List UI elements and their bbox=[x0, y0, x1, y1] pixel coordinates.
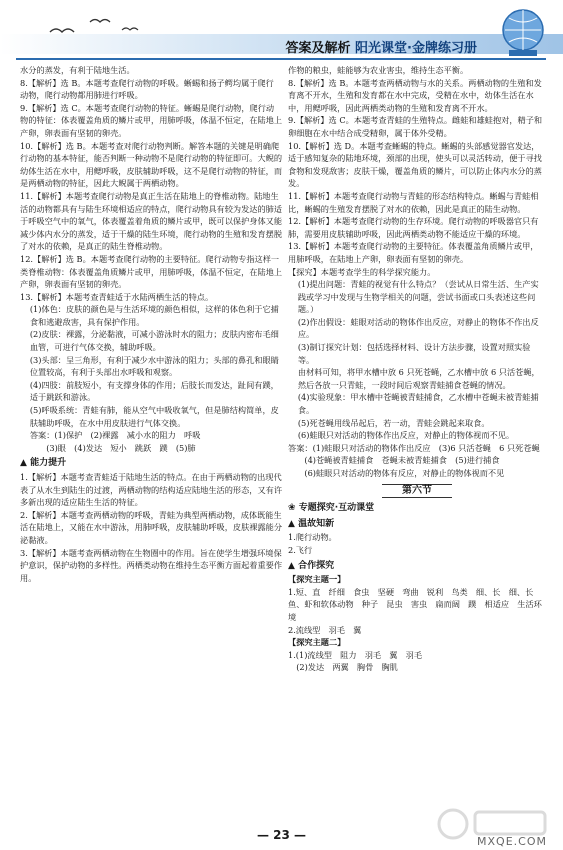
left-para-9: (3)头部：呈三角形，有利于减少水中游泳的阻力；头部的鼻孔和眼睛位置较高，有利于头部出水呼吸和观察。 bbox=[29, 354, 279, 378]
right-para-1: 8.【解析】选 B。本题考查两栖动物与水的关系。两栖动物的生殖和发育离不开水，生殖和发育都在水中完成，受精在水中，幼体生活在水中，用鳃呼吸，因此两栖类动物的生殖和发育离不开水。 bbox=[288, 77, 542, 113]
right-para-8: (1)提出问题：青蛙的视觉有什么特点？（尝试从日常生活、生产实践或学习中发现与生物学相关的问题，尝试书面或口头表述这些问题。） bbox=[297, 279, 539, 315]
left-answer-1: 答案：(1)保护 (2)裸露 减小水的阻力 呼吸 bbox=[29, 430, 201, 441]
left-para-0: 水分的蒸发，有利于陆地生活。 bbox=[20, 65, 135, 75]
header-title bbox=[286, 37, 478, 56]
watermark-text: MXQE.COM bbox=[477, 835, 547, 848]
left-para-11: (5)呼吸系统：青蛙有肺，能从空气中吸收氧气，但是肺结构简单，皮肤辅助呼吸，在水中用皮肤进行气体交换。 bbox=[29, 405, 279, 428]
topic1-item-2: 鱼、虾和软体动物 种子 昆虫 害虫 扁而阔 蹼 相适应 生活环境 bbox=[288, 599, 542, 622]
header-rule bbox=[16, 58, 546, 60]
page-number: — 23 — bbox=[256, 828, 307, 842]
left-column bbox=[20, 64, 282, 584]
topic-heading: ❀ 专题探究·互动课堂 bbox=[288, 503, 375, 514]
left2-para-0: 1.【解析】本题考查青蛙适于陆地生活的特点。在由于两栖动物的出现代表了从水生到陆生的过渡，两栖动物的结构适应陆地生活的形态，又有许多新出现的适应陆生生活的特征。 bbox=[20, 472, 283, 508]
coop-heading: ▲ 合作探究 bbox=[288, 560, 335, 571]
right-para-6: 13.【解析】本题考查爬行动物的主要特征。体表覆盖角质鳞片或甲，用肺呼吸，在陆地上产卵，卵表面有坚韧的卵壳。 bbox=[288, 241, 539, 264]
right-para-2: 9.【解析】选 C。本题考查青蛙的生殖特点。雌蛙和雄蛙抱对，精子和卵细胞在水中结合成受精卵，属于体外受精。 bbox=[288, 115, 543, 138]
right-para-11: 由材料可知，将甲水槽中放 6 只死苍蝇，乙水槽中放 6 只活苍蝇，然后各放一只青蛙，一段时间后观察青蛙捕食苍蝇的情况。 bbox=[297, 367, 540, 390]
right-para-3: 10.【解析】选 D。本题考查蜥蜴的特点。蜥蜴的头部感觉器官发达，适于感知复杂的陆地环境，颈部的出现，使头可以灵活转动，便于寻找食物和发现敌害；皮肤干燥，覆盖角质的鳞片，可以防止体内水分的蒸发。 bbox=[288, 140, 542, 189]
left-answer-2: (3)眼 (4)发达 短小 跳跃 蹼 (5)肺 bbox=[29, 442, 196, 453]
right-para-7: 【探究】本题考查学生的科学探究能力。 bbox=[288, 266, 436, 277]
left-para-7: (1)体色：皮肤的颜色是与生活环境的颜色相似，这样的体色利于它捕食和逃避敌害，具有保护作用。 bbox=[29, 304, 279, 327]
topic2-item-1: 1.(1)流线型 阻力 羽毛 翼 羽毛 bbox=[288, 649, 423, 660]
left2-para-2: 3.【解析】本题考查两栖动物在生物圈中的作用。旨在使学生增强环境保护意识，保护动物的多样性。两栖类动物在维持生态平衡方面起着重要作用。 bbox=[20, 547, 283, 583]
topic1-item-3: 2.流线型 羽毛 翼 bbox=[288, 624, 362, 635]
right-answer-2: (4)苍蝇被青蛙捕食 苍蝇未被青蛙捕食 (5)进行捕食 bbox=[288, 455, 500, 466]
left2-para-1: 2.【解析】本题考查两栖动物的呼吸，青蛙为典型两栖动物，成体既能生活在陆地上，又能在水中游泳，用肺呼吸，皮肤辅助呼吸，皮肤裸露能分泌黏液。 bbox=[20, 509, 283, 545]
left-para-10: (4)四肢：前肢短小，有支撑身体的作用；后肢长而发达，趾间有蹼，适于跳跃和游泳。 bbox=[29, 379, 279, 403]
section-title: 第六节 bbox=[382, 484, 452, 499]
right-answer-1: 答案：(1)蛙眼只对活动的物体作出反应 (3)6 只活苍蝇 6 只死苍蝇 bbox=[288, 442, 540, 453]
page-header bbox=[0, 0, 563, 62]
topic2-heading: 【探究主题二】 bbox=[288, 637, 346, 648]
right-para-9: (2)作出假设：蛙眼对活动的物体作出反应，对静止的物体不作出反应。 bbox=[297, 316, 539, 340]
review-heading: ▲ 温故知新 bbox=[288, 518, 335, 529]
right-para-10: (3)制订探究计划：包括选择材料、设计方法步骤，设置对照实验等。 bbox=[297, 342, 531, 365]
globe-icon bbox=[487, 4, 553, 60]
review-item-1: 1.爬行动物。 bbox=[288, 532, 337, 543]
topic1-heading: 【探究主题一】 bbox=[288, 574, 346, 585]
header-title-left: 答案及解析 bbox=[285, 41, 351, 56]
right-column bbox=[288, 64, 546, 674]
birds-icon bbox=[30, 10, 150, 50]
right-para-4: 11.【解析】本题考查爬行动物与青蛙的形态结构特点。蜥蜴与青蛙相比，蜥蜴的生殖发育摆脱了对水的依赖，因此是真正的陆生动物。 bbox=[288, 190, 539, 214]
left-para-8: (2)皮肤：裸露，分泌黏液，可减小游泳时水的阻力；皮肤内密布毛细血管，可进行气体交换，辅助呼吸。 bbox=[29, 329, 279, 353]
right-para-0: 作物的粮虫，蛙能够为农业害虫，维持生态平衡。 bbox=[288, 65, 469, 75]
left-para-2: 9.【解析】选 C。本题考查爬行动物的特征。蜥蜴是爬行动物，爬行动物的特征：体表覆盖角质的鳞片或甲，用肺呼吸，体温不恒定，在陆地上产卵，卵表面有坚韧的卵壳。 bbox=[20, 102, 283, 138]
right-para-13: (5)死苍蝇用线吊起后，若一动，青蛙会跳起来取食。 bbox=[297, 417, 490, 428]
review-item-2: 2.飞行 bbox=[288, 544, 313, 555]
topic2-item-2: (2)发达 两翼 胸骨 胸肌 bbox=[288, 662, 398, 673]
left-para-3: 10.【解析】选 B。本题考查对爬行动物判断。解答本题的关键是明确爬行动物的基本特征，能否判断一种动物不是爬行动物的特征即可。大鲵的幼体生活在水中，用鳃呼吸，皮肤辅助呼吸，这不是爬行动物的特征，而是两栖动物的特征，因此大鲵属于两栖动物。 bbox=[20, 140, 283, 189]
topic1-item-1: 1.短、直 纤细 食虫 坚硬 弯曲 锐利 鸟类 细、长 细、长 bbox=[288, 586, 534, 597]
left-para-5: 12.【解析】选 B。本题考查爬行动物的主要特征。爬行动物专指这样一类脊椎动物：体表覆盖角质鳞片或甲，用肺呼吸，体温不恒定，在陆地上产卵，卵表面有坚韧的卵壳。 bbox=[20, 253, 283, 290]
left-para-1: 8.【解析】选 B。本题考查爬行动物的呼吸。蜥蜴和扬子鳄均属于爬行动物，爬行动物都用肺进行呼吸。 bbox=[20, 77, 274, 101]
header-title-right: 阳光课堂·金牌练习册 bbox=[355, 41, 477, 56]
right-answer-3: (6)蛙眼只对活动的物体有反应，对静止的物体视而不见 bbox=[288, 468, 505, 478]
right-para-14: (6)蛙眼只对活动的物体作出反应，对静止的物体视而不见。 bbox=[297, 430, 515, 441]
left-para-6: 13.【解析】本题考查青蛙适于水陆两栖生活的特点。 bbox=[20, 291, 214, 302]
left-para-4: 11.【解析】本题考查爬行动物是真正生活在陆地上的脊椎动物。陆地生活的动物都具有与陆生环境相适应的特点，爬行动物具有较为发达的肺适于呼吸空气中的氧气，体表覆盖着角质的鳞片或甲，既可以保护身体又能减少体内水分的蒸发，适于干燥的陆生环境，爬行动物的生殖和发育摆脱了对水的依赖，是真正的陆生脊椎动物。 bbox=[20, 190, 283, 252]
ability-heading: ▲ 能力提升 bbox=[20, 458, 67, 469]
right-para-12: (4)实验现象：甲水槽中苍蝇被青蛙捕食，乙水槽中苍蝇未被青蛙捕食。 bbox=[297, 392, 539, 416]
right-para-5: 12.【解析】本题考查爬行动物的生存环境。爬行动物的呼吸器官只有肺，需要用皮肤辅助呼吸，因此两栖类动物不能适应干燥的环境。 bbox=[288, 216, 539, 239]
